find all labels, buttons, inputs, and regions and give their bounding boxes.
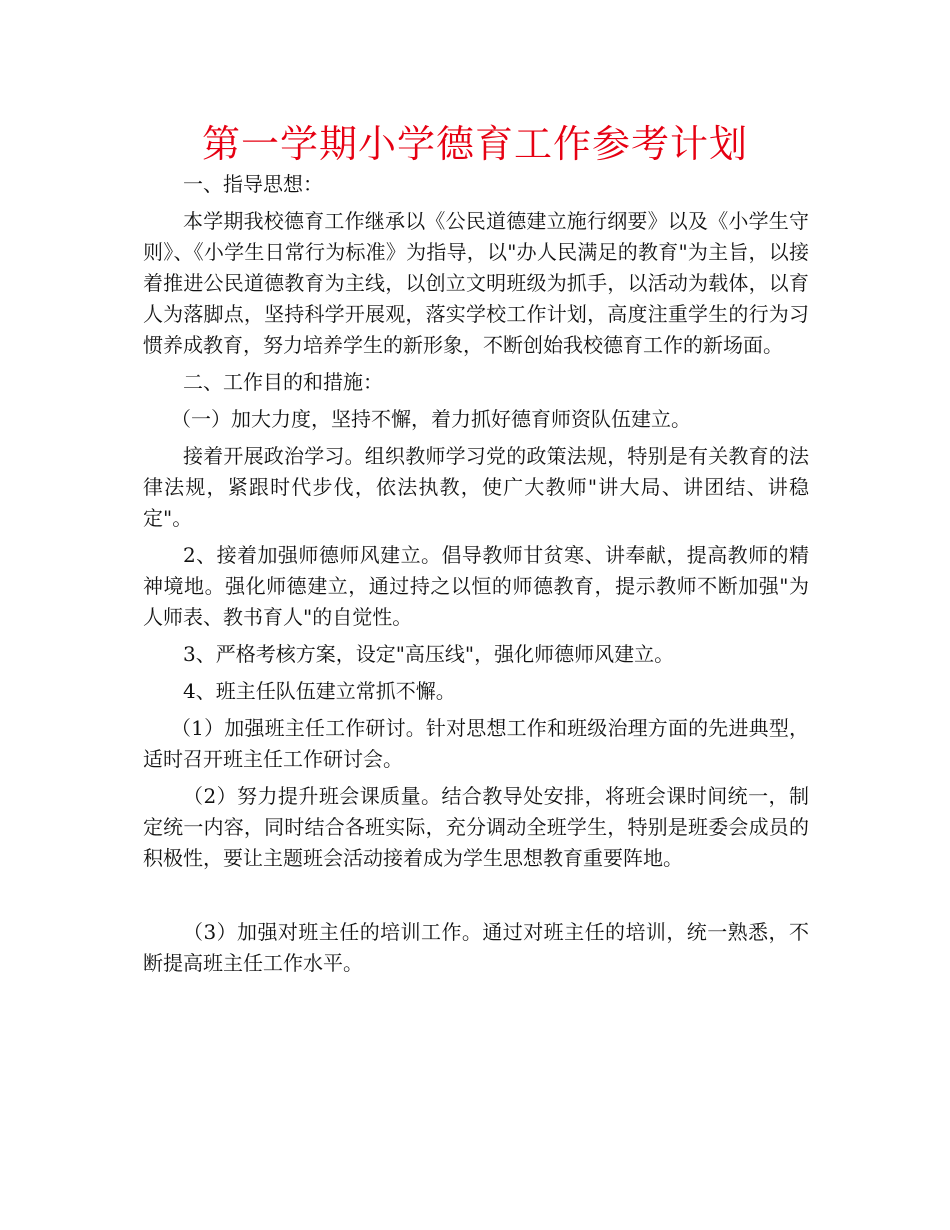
paragraph-political-study: 接着开展政治学习。组织教师学习党的政策法规，特别是有关教育的法律法规，紧跟时代步伐，依法执教，使广大教师"讲大局、讲团结、讲稳定"。: [143, 444, 809, 530]
subsection-heading-1: （一）加大力度，坚持不懈，着力抓好德育师资队伍建立。: [171, 407, 691, 431]
section-heading-goals-measures: 二、工作目的和措施：: [183, 370, 383, 394]
paragraph-head-teacher-team: 4、班主任队伍建立常抓不懈。: [183, 679, 456, 703]
list-item-1: （1）加强班主任工作研讨。针对思想工作和班级治理方面的先进典型，适时召开班主任工作研讨会。: [143, 716, 809, 771]
section-heading-guiding-ideology: 一、指导思想：: [183, 172, 323, 196]
list-item-3: （3）加强对班主任的培训工作。通过对班主任的培训，统一熟悉，不断提高班主任工作水平。: [143, 920, 809, 975]
document-body: [143, 166, 809, 979]
paragraph-teacher-ethics: 2、接着加强师德师风建立。倡导教师甘贫寒、讲奉献，提高教师的精神境地。强化师德建立，通过持之以恒的师德教育，提示教师不断加强"为人师表、教书育人"的自觉性。: [143, 543, 809, 629]
document-title: 第一学期小学德育工作参考计划: [201, 122, 748, 166]
paragraph-guiding-ideology: 本学期我校德育工作继承以《公民道德建立施行纲要》以及《小学生守则》、《小学生日常行为标准》为指导，以"办人民满足的教育"为主旨，以接着推进公民道德教育为主线，以创立文明班级为抓手，以活动为载体，以育人为落脚点，坚持科学开展观，落实学校工作计划，高度注重学生的行为习惯养成教育，努力培养学生的新形象，不断创始我校德育工作的新场面。: [143, 209, 809, 357]
paragraph-assessment: 3、严格考核方案，设定"高压线"，强化师德师风建立。: [183, 642, 675, 666]
list-item-2: （2）努力提升班会课质量。结合教导处安排，将班会课时间统一，制定统一内容，同时结合各班实际，充分调动全班学生，特别是班委会成员的积极性，要让主题班会活动接着成为学生思想教育重要阵地。: [143, 784, 809, 870]
